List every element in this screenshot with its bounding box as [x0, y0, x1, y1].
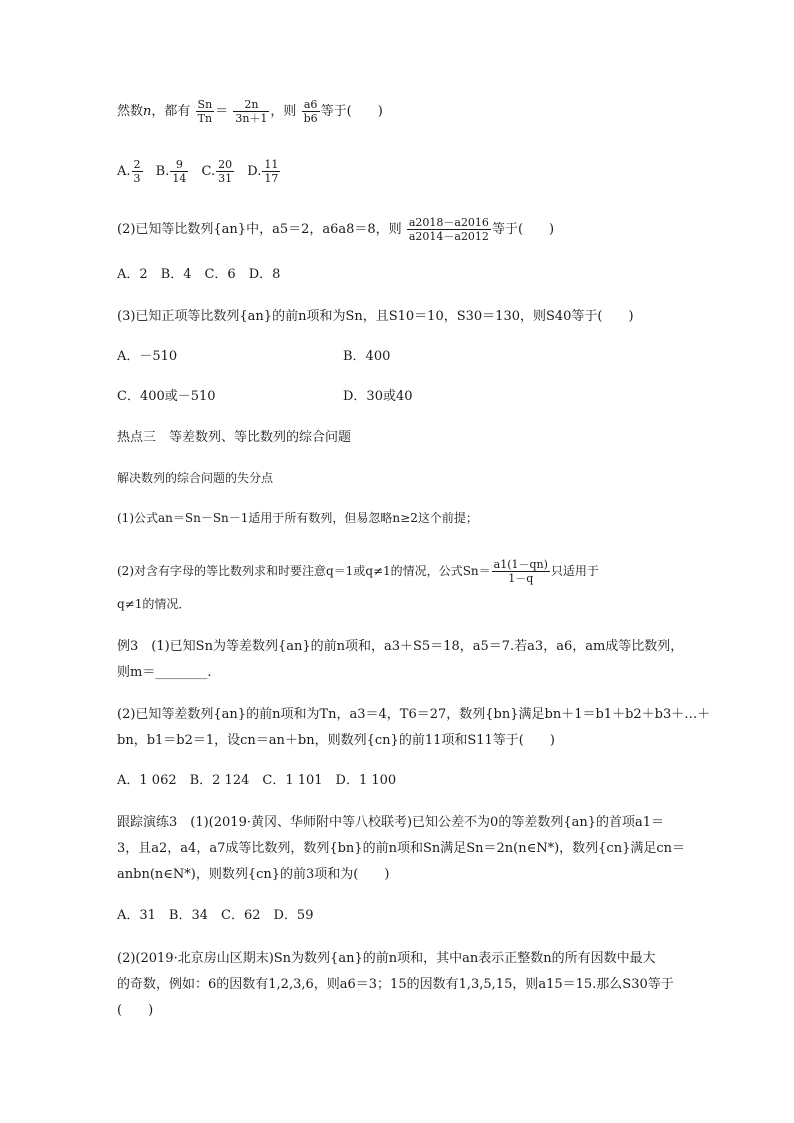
q1-option-b: B. $\frac{9}{14}$ — [155, 158, 187, 185]
track3-line-3: anbn(n∈N*)，则数列{cn}的前3项和为( ) — [117, 867, 390, 882]
q1-text-d: ，则 — [270, 104, 297, 119]
q3-option-d: D．30或40 — [343, 389, 413, 404]
example3-line-3: (2)已知等差数列{an}的前n项和为Tn，a3＝4，T6＝27，数列{bn}满足bn＋1＝b1＋b2＋b3＋…＋ — [117, 707, 711, 722]
track3-options: A．31 B．34 C．62 D．59 — [117, 908, 314, 923]
hot3-formula-frac: $\frac{a1(1-qn)}{1-q}$ — [493, 558, 548, 585]
track3-q2-line-3: ( ) — [117, 1003, 154, 1018]
q3-option-b: B．400 — [343, 349, 391, 364]
track3-q2-line-1: (2)(2019·北京房山区期末)Sn为数列{an}的前n项和，其中an表示正整数n的所有因数中最大 — [117, 951, 656, 966]
q1-frac-rhs: $\frac{2n}{3n+1}$ — [235, 98, 268, 125]
q1-options — [117, 158, 289, 185]
example3-line-4: bn，b1＝b2＝1，设cn＝an＋bn，则数列{cn}的前11项和S11等于( ) — [117, 733, 555, 748]
q1-text-c: ＝ — [215, 104, 229, 119]
q1-option-c: C. $\frac{20}{31}$ — [201, 158, 233, 185]
q3-option-c: C．400或－510 — [117, 389, 216, 404]
q1-text-e: 等于( ) — [320, 104, 383, 119]
hot3-point-2: (2)对含有字母的等比数列求和时要注意q＝1或q≠1的情况，公式Sn＝ $\frac{a1(1-qn)}{1-q}$ 只适用于 — [117, 558, 599, 585]
track3-q2-line-2: 的奇数，例如：6的因数有1,2,3,6，则a6＝3；15的因数有1,3,5,15，则a15＝15.那么S30等于 — [117, 977, 674, 992]
example3-options: A．1 062 B．2 124 C．1 101 D．1 100 — [117, 773, 397, 788]
q2-stem — [117, 216, 554, 243]
q2-tail: 等于( ) — [491, 222, 555, 237]
section-heading: 热点三 等差数列、等比数列的综合问题 — [117, 430, 352, 445]
q1-frac-st: $\frac{Sn}{Tn}$ — [197, 98, 213, 125]
q3-stem: (3)已知正项等比数列{an}的前n项和为Sn，且S10＝10，S30＝130，则S40等于( ) — [117, 309, 634, 324]
track3-line-1: 跟踪演练3 (1)(2019·黄冈、华师附中等八校联考)已知公差不为0的等差数列{an}的首项a1＝ — [117, 815, 665, 830]
example3-line-2: 则m＝________. — [117, 665, 212, 680]
q1-option-a: A. $\frac{2}{3}$ — [117, 158, 141, 185]
q1-text-a: 然数 — [117, 104, 144, 119]
q3-option-a: A．－510 — [117, 349, 178, 364]
q2-text: (2)已知等比数列{an}中，a5＝2，a6a8＝8，则 — [117, 222, 402, 237]
q1-frac-ab: $\frac{a6}{b6}$ — [303, 98, 318, 125]
hot3-point-2-cont: q≠1的情况． — [117, 597, 191, 611]
example3-line-1: 例3 (1)已知Sn为等差数列{an}的前n项和，a3＋S5＝18，a5＝7.若a3，a6，am成等比数列， — [117, 639, 684, 654]
q2-options: A．2 B．4 C．6 D．8 — [117, 267, 281, 282]
q1-text-b: ，都有 — [151, 104, 191, 119]
q2-frac: $\frac{a2018-a2016}{a2014-a2012}$ — [408, 216, 489, 243]
q1-option-d: D. $\frac{11}{17}$ — [247, 158, 279, 185]
section-subtitle: 解决数列的综合问题的失分点 — [117, 471, 274, 485]
q1-stem: 然数n，都有 $\frac{Sn}{Tn}$ ＝ $\frac{2n}{3n+1}$ ，则 $\frac{a6}{b6}$ 等于( ) — [117, 98, 383, 125]
track3-line-2: 3，且a2，a4，a7成等比数列，数列{bn}的前n项和Sn满足Sn＝2n(n∈N*)，数列{cn}满足cn＝ — [117, 841, 686, 856]
hot3-point-1: (1)公式an＝Sn－Sn－1适用于所有数列，但易忽略n≥2这个前提； — [117, 511, 478, 525]
